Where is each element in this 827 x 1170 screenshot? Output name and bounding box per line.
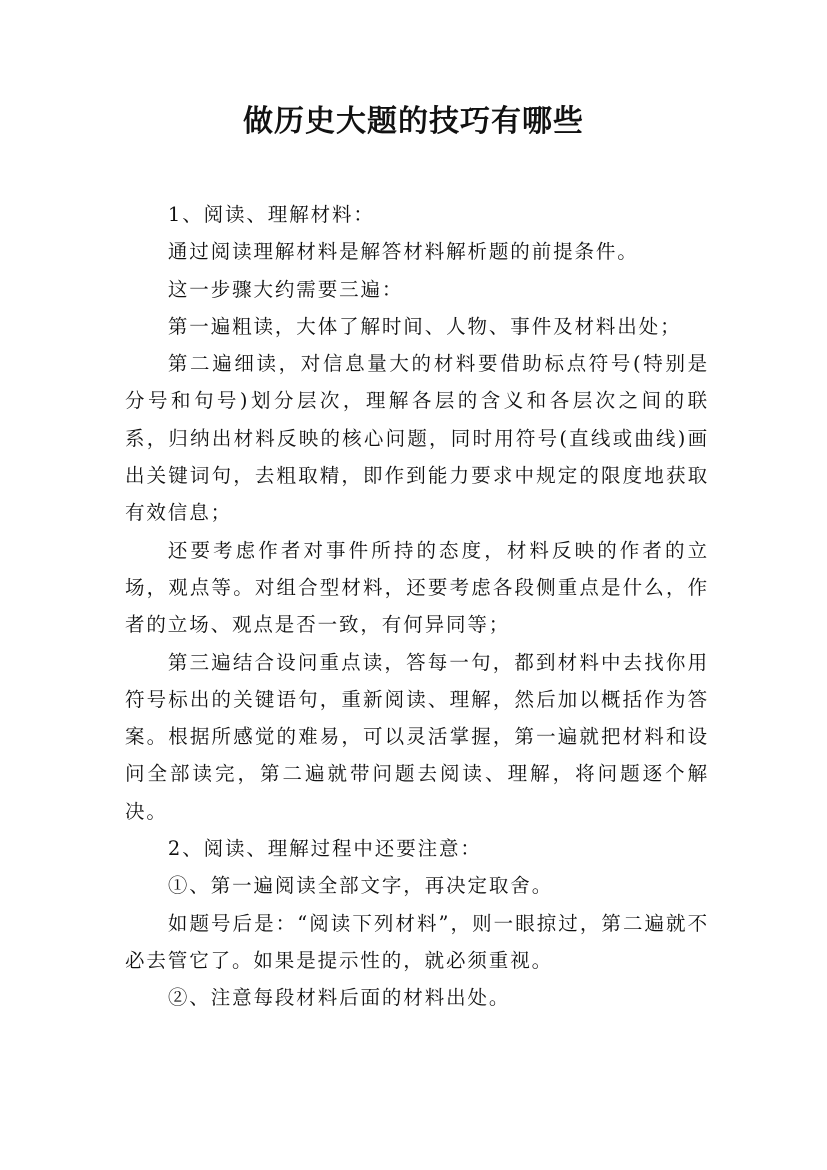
document-title: 做历史大题的技巧有哪些 — [243, 104, 584, 139]
paragraph: 还要考虑作者对事件所持的态度，材料反映的作者的立场，观点等。对组合型材料，还要考虑各段侧重点是什么，作者的立场、观点是否一致，有何异同等； — [125, 538, 709, 637]
paragraph: 如题号后是：“阅读下列材料”，则一眼掠过，第二遍就不必去管它了。如果是提示性的，就必须重视。 — [125, 911, 709, 972]
paragraph: ①、第一遍阅读全部文字，再决定取舍。 — [167, 874, 554, 898]
paragraph: 通过阅读理解材料是解答材料解析题的前提条件。 — [167, 240, 639, 264]
paragraph: 第二遍细读，对信息量大的材料要借助标点符号(特别是分号和句号)划分层次，理解各层的含义和各层次之间的联系，归纳出材料反映的核心问题，同时用符号(直线或曲线)画出关键词句，去粗取精，即作到能力要求中规定的限度地获取有效信息； — [125, 352, 709, 525]
paragraph: 第三遍结合设问重点读，答每一句，都到材料中去找你用符号标出的关键语句，重新阅读、理解，然后加以概括作为答案。根据所感觉的难易，可以灵活掌握，第一遍就把材料和设问全部读完，第二遍就带问题去阅读、理解，将问题逐个解决。 — [125, 650, 709, 823]
paragraph: 第一遍粗读，大体了解时间、人物、事件及材料出处； — [167, 314, 682, 338]
paragraph: ②、注意每段材料后面的材料出处。 — [167, 986, 511, 1010]
paragraph-section-1-heading: 1、阅读、理解材料： — [167, 203, 375, 226]
paragraph: 这一步骤大约需要三遍： — [167, 277, 404, 301]
paragraph-section-2-heading: 2、阅读、理解过程中还要注意： — [167, 837, 482, 861]
document-body — [125, 196, 709, 1017]
